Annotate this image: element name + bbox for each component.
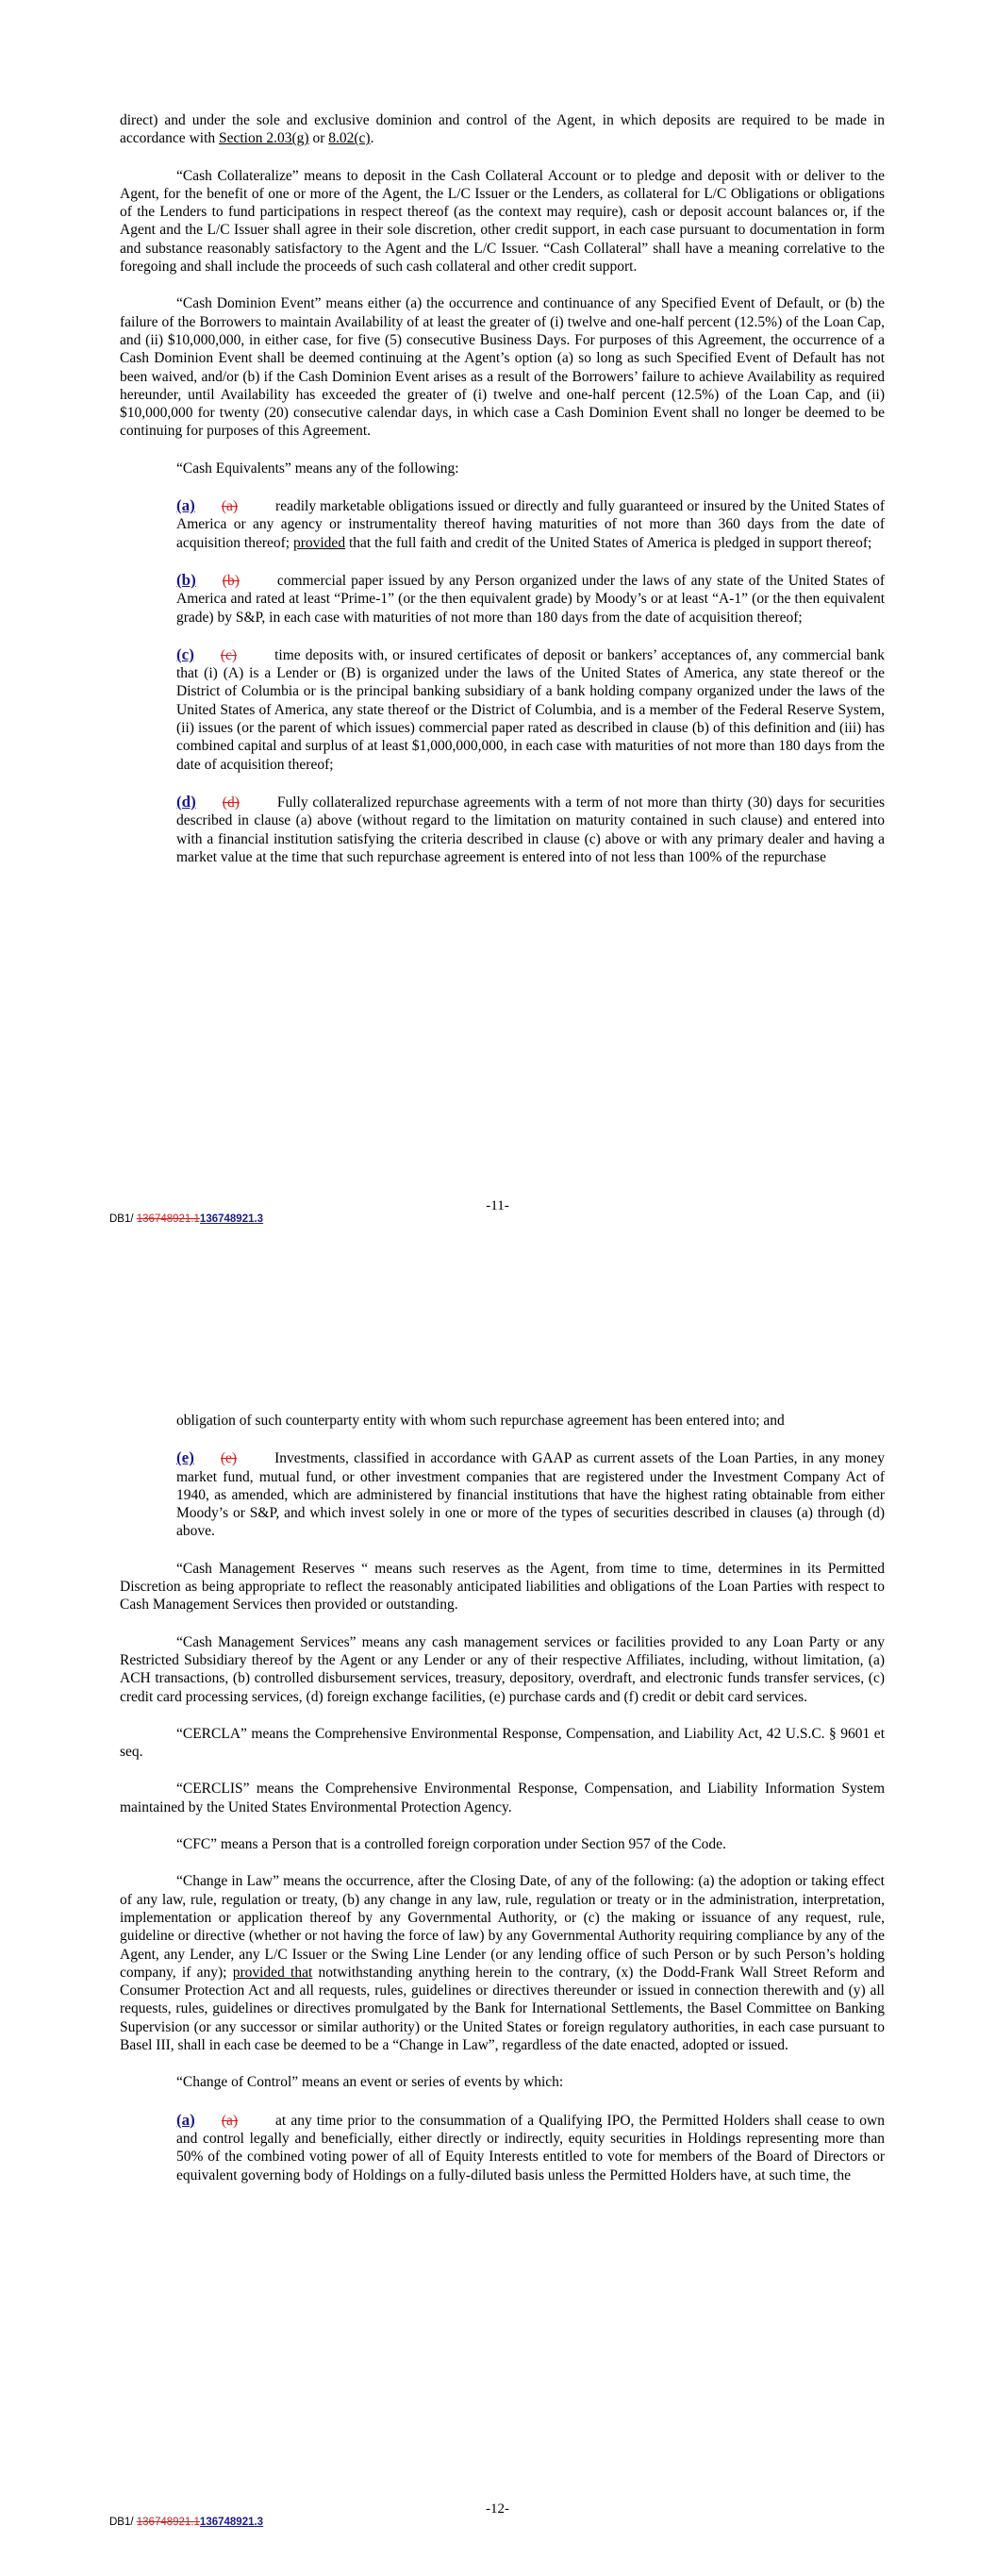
deleted-doc-version: 136748921.1	[136, 1213, 200, 1225]
inserted-clause-label: (a)	[176, 496, 195, 515]
definition-cash-equivalents: “Cash Equivalents” means any of the following:	[176, 460, 459, 477]
definition-cash-collateralize: “Cash Collateralize” means to deposit in the Cash Collateral Account or to pledge and deposit with or deliver to the Agent, for the benefit of one or more of the Agent, the L/C Issuer or the Lenders, as collateral for L/C Obligations or obligations of the Lenders to fund participations in respect thereof (as the context may require), cash or deposit account balances or, if the Agent and the L/C Issuer shall agree in their sole discretion, other credit support, in each case pursuant to documentation in form and substance reasonably satisfactory to the Agent and the L/C Issuer. “Cash Collateral” shall have a meaning correlative to the foregoing and shall include the proceeds of such cash collateral and other credit support.	[120, 167, 885, 276]
document-footer-id: DB1/ 136748921.1136748921.3	[109, 1213, 264, 1225]
page-number: -12-	[486, 2501, 509, 2517]
inserted-clause-label: (c)	[176, 644, 194, 663]
definition-change-of-control: “Change of Control” means an event or series of events by which:	[176, 2074, 564, 2091]
definition-change-in-law: “Change in Law” means the occurrence, after the Closing Date, of any of the following: (a) the adoption or taking effect of any law, rule, regulation or treaty, (b) any change in any law, rule, regulation or treaty or in the administration, interpretation, implementation or application thereof by any Governmental Authority, or (c) the making or issuance of any request, rule, guideline or directive (whether or not having the force of law) by any Governmental Authority requiring compliance by any of the Agent, any Lender, any L/C Issuer or the Swing Line Lender (or any lending office of such Person or by such Person’s holding company, if any); provided that notwithstanding anything herein to the contrary, (x) the Dodd-Frank Wall Street Reform and Consumer Protection Act and all requests, rules, guidelines or directives thereunder or issued in connection therewith and (y) all requests, rules, guidelines or directives promulgated by the Bank for International Settlements, the Basel Committee on Banking Supervision (or any successor or similar authority) or the United States or foreign regulatory authorities, in each case pursuant to Basel III, shall in each case be deemed to be a “Change in Law”, regardless of the date enacted, adopted or issued.	[120, 1873, 885, 2054]
definition-cfc: “CFC” means a Person that is a controlled foreign corporation under Section 957 of the Code.	[176, 1836, 726, 1853]
definition-cercla: “CERCLA” means the Comprehensive Environmental Response, Compensation, and Liability Act, 42 U.S.C. § 9601 et seq.	[120, 1725, 885, 1761]
definition-cerclis: “CERCLIS” means the Comprehensive Environmental Response, Compensation, and Liability Information System maintained by the United States Environmental Protection Agency.	[120, 1781, 885, 1815]
clause-e: (e) (e) Investments, classified in accordance with GAAP as current assets of the Loan Parties, in any money market fund, mutual fund, or other investment companies that are registered under the Investment Company Act of 1940, as amended, which are administered by financial institutions that have the highest rating obtainable from either Moody’s or S&P, and which invest solely in one or more of the types of securities described in clauses (a) through (d) above.	[176, 1448, 885, 1540]
paragraph-continuation: direct) and under the sole and exclusive dominion and control of the Agent, in which deposits are required to be made in accordance with Section 2.03(g) or 8.02(c).	[120, 112, 885, 147]
inserted-doc-version: 136748921.3	[199, 1213, 264, 1225]
inserted-clause-label: (b)	[176, 570, 196, 589]
definition-cash-management-services: “Cash Management Services” means any cash management services or facilities provided to any Loan Party or any Restricted Subsidiary thereof by the Agent or any Lender or any of their respective Affiliates, including, without limitation, (a) ACH transactions, (b) controlled disbursement services, treasury, depository, overdraft, and electronic funds transfer services, (c) credit card processing services, (d) foreign exchange facilities, (e) purchase cards and (f) credit or debit card services.	[120, 1633, 885, 1705]
document-footer-id: DB1/ 136748921.1136748921.3	[109, 2517, 264, 2528]
inserted-clause-label: (d)	[176, 792, 196, 811]
deleted-clause-label: (e)	[220, 1450, 238, 1467]
document-page-12	[0, 1288, 995, 2576]
section-reference-link: 8.02(c)	[328, 130, 371, 147]
inserted-doc-version: 136748921.3	[199, 2517, 264, 2528]
deleted-clause-label: (d)	[222, 794, 240, 811]
page-number: -11-	[486, 1198, 509, 1213]
definition-cash-dominion-event: “Cash Dominion Event” means either (a) the occurrence and continuance of any Specified Event of Default, or (b) the failure of the Borrowers to maintain Availability of at least the greater of (i) twelve and one-half percent (12.5%) of the Loan Cap, and (ii) $10,000,000, in either case, for five (5) consecutive Business Days. For purposes of this Agreement, the occurrence of a Cash Dominion Event shall be deemed continuing at the Agent’s option (a) so long as such Specified Event of Default has not been waived, and/or (b) if the Cash Dominion Event arises as a result of the Borrowers’ failure to achieve Availability as required hereunder, until Availability has exceeded the greater of (i) twelve and one-half percent (12.5%) of the Loan Cap, and (ii) $10,000,000 for twenty (20) consecutive calendar days, in which case a Cash Dominion Event shall no longer be deemed to be continuing for purposes of this Agreement.	[120, 295, 885, 440]
deleted-clause-label: (b)	[222, 572, 240, 589]
clause-a: (a) (a) readily marketable obligations issued or directly and fully guaranteed or insured by the United States of America or any agency or instrumentality thereof having maturities of not more than 360 days from the date of acquisition thereof; provided that the full faith and credit of the United States of America is pledged in support thereof;	[176, 496, 885, 551]
deleted-clause-label: (c)	[220, 646, 238, 663]
inserted-clause-label: (a)	[176, 2110, 195, 2129]
page-body	[120, 1412, 885, 2203]
section-reference-link: Section 2.03(g)	[219, 130, 309, 147]
deleted-doc-version: 136748921.1	[136, 2517, 200, 2528]
inserted-clause-label: (e)	[176, 1448, 194, 1467]
clause-d: (d) (d) Fully collateralized repurchase agreements with a term of not more than thirty (30) days for securities described in clause (a) above (without regard to the limitation on maturity contained in such clause) and entered into with a financial institution satisfying the criteria described in clause (c) above or with any primary dealer and having a market value at the time that such repurchase agreement is entered into of not less than 100% of the repurchase	[176, 792, 885, 865]
definition-cash-management-reserves: “Cash Management Reserves “ means such reserves as the Agent, from time to time, determines in its Permitted Discretion as being appropriate to reflect the reasonably anticipated liabilities and obligations of the Loan Parties with respect to Cash Management Services then provided or outstanding.	[120, 1560, 885, 1614]
clause-c: (c) (c) time deposits with, or insured certificates of deposit or bankers’ acceptances of, any commercial bank that (i) (A) is a Lender or (B) is organized under the laws of the United States of America, any state thereof or the District of Columbia or is the principal banking subsidiary of a bank holding company organized under the laws of the United States of America, any state thereof or the District of Columbia, and is a member of the Federal Reserve System, (ii) issues (or the parent of which issues) commercial paper rated as described in clause (b) of this definition and (iii) has combined capital and surplus of at least $1,000,000,000, in each case with maturities of not more than 180 days from the date of acquisition thereof;	[176, 644, 885, 773]
deleted-clause-label: (a)	[221, 2112, 239, 2129]
clause-a: (a) (a) at any time prior to the consummation of a Qualifying IPO, the Permitted Holders shall cease to own and control legally and beneficially, either directly or indirectly, equity securities in Holdings representing more than 50% of the combined voting power of all of Equity Interests entitled to vote for members of the Board of Directors or equivalent governing body of Holdings on a fully-diluted basis unless the Permitted Holders have, at such time, the	[176, 2110, 885, 2183]
clause-b: (b) (b) commercial paper issued by any Person organized under the laws of any state of the United States of America and rated at least “Prime-1” (or the then equivalent grade) by Moody’s or at least “A-1” (or the then equivalent grade) by S&P, in each case with maturities of not more than 180 days from the date of acquisition thereof;	[176, 570, 885, 626]
paragraph-continuation: obligation of such counterparty entity with whom such repurchase agreement has been entered into; and	[176, 1413, 785, 1429]
page-body	[120, 111, 885, 885]
deleted-clause-label: (a)	[221, 498, 239, 515]
